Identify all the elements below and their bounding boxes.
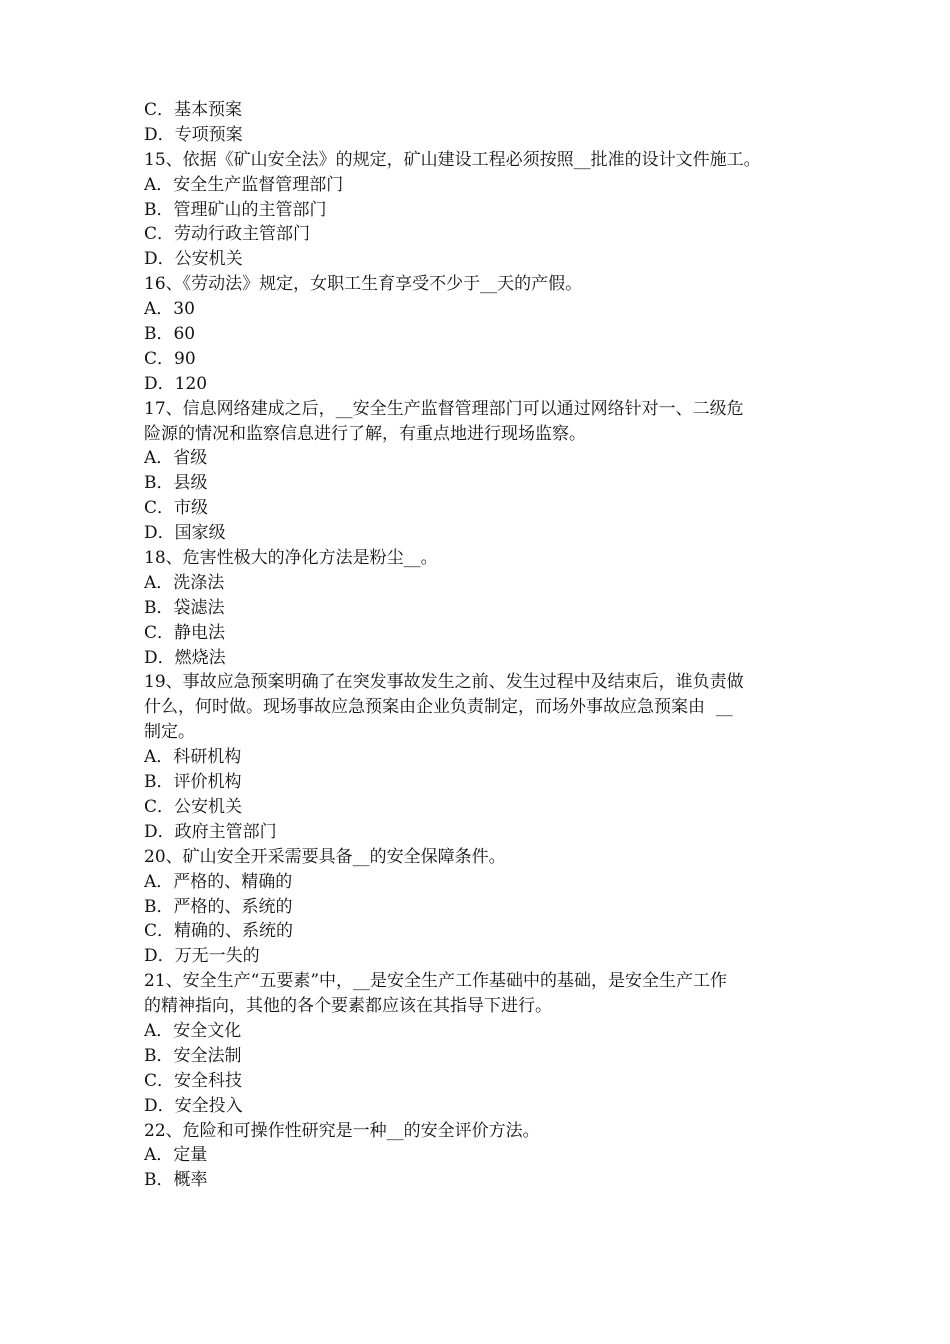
text-line: C．安全科技	[144, 1070, 243, 1091]
text-line: D．公安机关	[144, 249, 243, 270]
text-line: A．安全文化	[144, 1020, 242, 1041]
text-line: D．专项预案	[144, 124, 243, 145]
text-line: D．燃烧法	[144, 647, 226, 668]
text-line: D．120	[144, 373, 208, 394]
text-line: A．洗涤法	[144, 572, 225, 593]
text-line: C．公安机关	[144, 796, 243, 817]
text-line: A．严格的、精确的	[144, 871, 293, 892]
text-line: B．概率	[144, 1170, 208, 1191]
text-line: B．管理矿山的主管部门	[144, 199, 327, 220]
text-line: B．评价机构	[144, 772, 242, 793]
text-line: A．省级	[144, 448, 208, 469]
text-line: 19、事故应急预案明确了在突发事故发生之前、发生过程中及结束后，谁负责做	[144, 672, 744, 693]
document-body	[144, 98, 812, 1193]
text-line: 17、信息网络建成之后，__安全生产监督管理部门可以通过网络针对一、二级危	[144, 398, 744, 419]
text-line: B．袋滤法	[144, 597, 225, 618]
text-line: D．安全投入	[144, 1095, 243, 1116]
text-line: D．政府主管部门	[144, 821, 277, 842]
text-line: B．安全法制	[144, 1045, 242, 1066]
text-line: D．国家级	[144, 523, 226, 544]
text-line: C．精确的、系统的	[144, 921, 294, 942]
text-line: 的精神指向，其他的各个要素都应该在其指导下进行。	[144, 996, 552, 1017]
text-line: 制定。	[144, 722, 195, 743]
text-line: C．市级	[144, 498, 209, 519]
text-line: C．基本预案	[144, 100, 243, 120]
text-line: A．安全生产监督管理部门	[144, 174, 344, 195]
text-line: 22、危险和可操作性研究是一种__的安全评价方法。	[144, 1120, 540, 1141]
text-line: B．60	[144, 324, 196, 345]
text-line: A．定量	[144, 1145, 208, 1166]
text-line: 险源的情况和监察信息进行了解，有重点地进行现场监察。	[144, 423, 586, 444]
text-line: D．万无一失的	[144, 946, 260, 967]
text-line: 15、依据《矿山安全法》的规定，矿山建设工程必须按照__批准的设计文件施工。	[144, 149, 761, 170]
text-line: B．县级	[144, 473, 208, 494]
text-line: 18、危害性极大的净化方法是粉尘__。	[144, 548, 438, 569]
text-line: 什么，何时做。现场事故应急预案由企业负责制定，而场外事故应急预案由 __	[144, 697, 733, 718]
text-line: 16、《劳动法》规定，女职工生育享受不少于__天的产假。	[144, 274, 583, 295]
text-line: C．90	[144, 348, 196, 369]
text-line: 21、安全生产“五要素”中，__是安全生产工作基础中的基础，是安全生产工作	[144, 971, 728, 992]
text-line: B．严格的、系统的	[144, 896, 293, 917]
text-line: C．静电法	[144, 622, 226, 643]
text-line: C．劳动行政主管部门	[144, 224, 311, 245]
text-line: 20、矿山安全开采需要具备__的安全保障条件。	[144, 846, 506, 867]
text-line: A．科研机构	[144, 747, 242, 768]
text-line: A．30	[144, 299, 195, 320]
